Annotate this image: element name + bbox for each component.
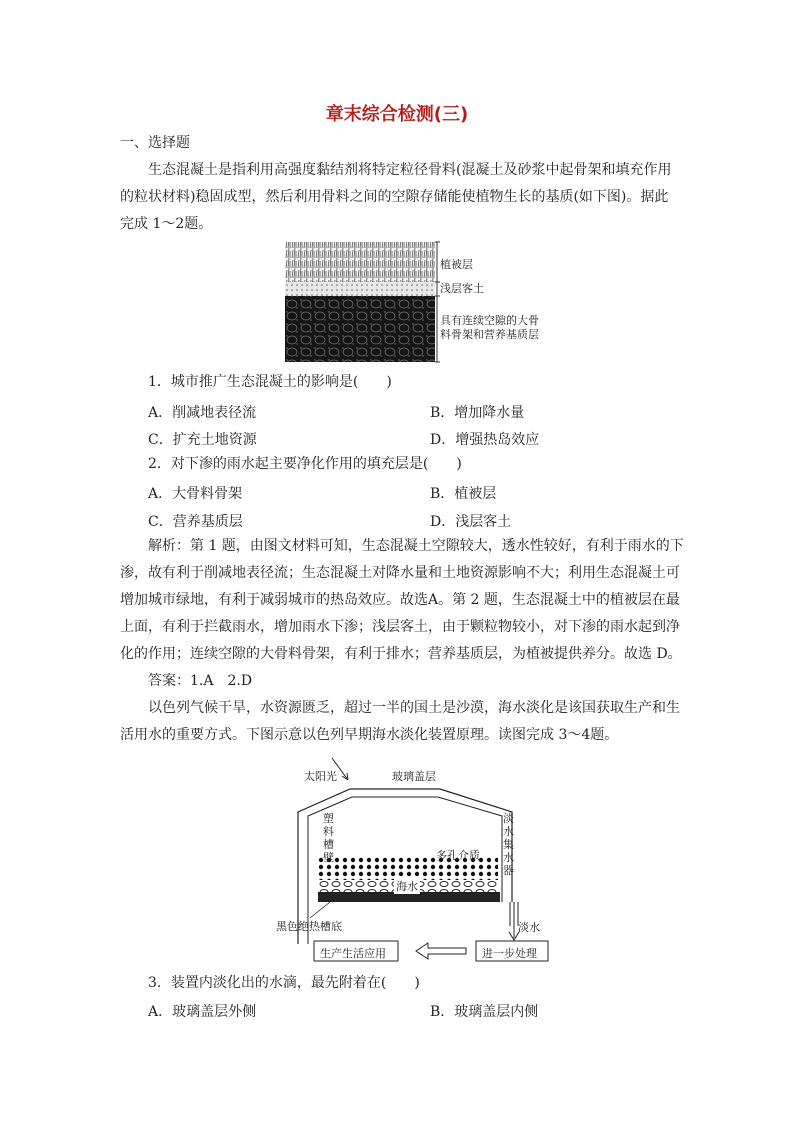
vegetation-layer-label: 植被层: [440, 258, 473, 271]
analysis-line-1: 解析：第 1 题，由图文材料可知，生态混凝土空隙较大，透水性较好，有利于雨水的下: [148, 538, 684, 554]
q2-option-a: A．大骨料骨架: [148, 486, 243, 502]
analysis-line-4: 上面，有利于拦截雨水，增加雨水下渗；浅层客土，由于颗粒物较小，对下渗的雨水起到净: [120, 619, 680, 635]
soil-layer-label: 浅层客土: [440, 282, 484, 295]
analysis-line-5: 化的作用；连续空隙的大骨料骨架，有利于排水；营养基质层，为植被提供养分。故选 D。: [120, 646, 682, 662]
intro-paragraph-2: [120, 695, 680, 749]
q2-option-c: C．营养基质层: [148, 514, 243, 530]
section-heading: 一、选择题: [120, 135, 190, 151]
black-base-label: 黑色绝热槽底: [276, 920, 342, 933]
aggregate-base-layer: [285, 296, 435, 362]
q2-option-b: B．植被层: [430, 486, 497, 502]
base-layer-label-line1: 具有连续空隙的大骨: [440, 314, 539, 327]
answer-line: 答案：1.A 2.D: [148, 673, 253, 689]
q2-option-d: D．浅层客土: [430, 514, 512, 530]
intro1-line-1: 生态混凝土是指利用高强度黏结剂将特定粒径骨料(混凝土及砂浆中起骨架和填充作用: [148, 162, 672, 178]
intro1-line-2: 的粒状材料)稳固成型，然后利用骨料之间的空隙存储能使植物生长的基质(如下图)。据此: [120, 189, 669, 205]
vegetation-layer: [285, 242, 435, 282]
q1-option-b: B．增加降水量: [430, 405, 525, 421]
question-3-stem: 3．装置内淡化出的水滴，最先附着在( ): [148, 975, 420, 991]
intro2-line-2: 活用水的重要方式。下图示意以色列早期海水淡化装置原理。读图完成 3～4题。: [120, 727, 619, 743]
q3-option-a: A．玻璃盖层外侧: [148, 1004, 257, 1020]
desalination-figure: [270, 752, 570, 968]
q1-option-d: D．增强热岛效应: [430, 432, 540, 448]
q3-option-b: B．玻璃盖层内侧: [430, 1004, 539, 1020]
intro2-line-1: 以色列气候干旱，水资源匮乏，超过一半的国土是沙漠，海水淡化是该国获取生产和生: [148, 700, 680, 716]
analysis-paragraph: [120, 533, 684, 668]
freshwater-collector-label: 淡水集水器: [503, 812, 514, 877]
question-2-stem: 2．对下渗的雨水起主要净化作用的填充层是( ): [148, 456, 462, 472]
production-use-label: 生产生活应用: [320, 947, 386, 960]
page-title: 章末综合检测(三): [325, 104, 469, 125]
plastic-wall-label: 塑料槽壁: [323, 812, 334, 864]
porous-medium-label: 多孔介质: [436, 849, 480, 862]
q1-option-a: A．削减地表径流: [148, 405, 257, 421]
freshwater-label: 淡水: [518, 921, 540, 934]
eco-concrete-figure: [285, 238, 545, 368]
seawater-label: 海水: [396, 880, 418, 893]
question-1-stem: 1．城市推广生态混凝土的影响是( ): [148, 374, 392, 390]
intro1-line-3: 完成 1～2题。: [120, 216, 213, 232]
analysis-line-2: 渗，故有利于削减地表径流；生态混凝土对降水量和土地资源影响不大；利用生态混凝土可: [120, 565, 680, 581]
sunlight-label: 太阳光: [304, 770, 337, 783]
glass-cover-label: 玻璃盖层: [392, 770, 436, 783]
analysis-line-3: 增加城市绿地，有利于减弱城市的热岛效应。故选A。第 2 题，生态混凝土中的植被层在最: [120, 592, 680, 608]
soil-layer: [285, 282, 435, 296]
base-layer-label-line2: 料骨架和营养基质层: [440, 328, 539, 341]
q1-option-c: C．扩充土地资源: [148, 432, 257, 448]
intro-paragraph-1: [120, 157, 680, 238]
process-arrow: [416, 943, 466, 959]
further-treatment-label: 进一步处理: [482, 947, 537, 960]
